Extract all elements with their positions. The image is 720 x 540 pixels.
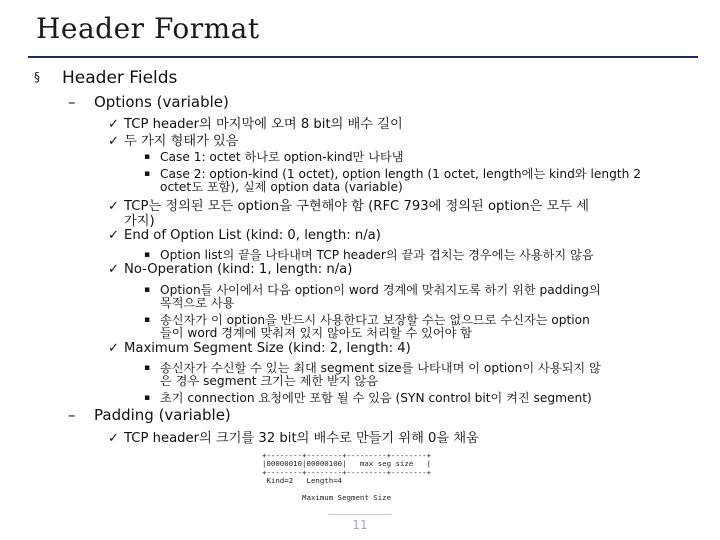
check-icon: ✓ <box>108 228 120 243</box>
section-label: Header Fields <box>62 68 178 88</box>
list-item: ▪ 초기 connection 요청에만 포함 될 수 있음 (SYN control bit이 켜진 segment) <box>144 391 592 405</box>
dot-bullet-icon: ▪ <box>144 285 151 295</box>
footer-divider <box>328 514 392 515</box>
dash-bullet-icon: – <box>68 93 76 111</box>
check-icon: ✓ <box>108 341 120 356</box>
list-item: ▪ Case 1: octet 하나로 option-kind만 나타냄 <box>144 150 404 164</box>
check-icon: ✓ <box>108 199 120 214</box>
mss-option-diagram: +--------+--------+---------+--------+ |00000010|00000100| max seg size | +--------+--------+---------+--------+ Kind=2 Length=4 Maximum Segment Size <box>262 451 432 503</box>
list-item: ✓ TCP header의 크기를 32 bit의 배수로 만들기 위해 0을 채움 <box>108 431 479 446</box>
list-item: ▪ 송신자가 수신할 수 있는 최대 segment size를 나타내며 이 option이 사용되지 않 <box>144 361 601 375</box>
list-item: ▪ 송신자가 이 option을 반드시 사용한다고 보장할 수는 없으므로 수신자는 option <box>144 313 590 327</box>
list-item-continuation: 은 경우 segment 크기는 제한 받지 않음 <box>160 374 378 388</box>
dot-bullet-icon: ▪ <box>144 315 151 325</box>
page-title: Header Format <box>36 12 260 45</box>
square-bullet-icon: § <box>34 70 40 84</box>
check-icon: ✓ <box>108 262 120 277</box>
list-item: ✓ 두 가지 형태가 있음 <box>108 134 239 149</box>
list-item: ✓ Maximum Segment Size (kind: 2, length: 4) <box>108 341 411 356</box>
list-item: ✓ No-Operation (kind: 1, length: n/a) <box>108 262 353 277</box>
dot-bullet-icon: ▪ <box>144 250 151 260</box>
dot-bullet-icon: ▪ <box>144 363 151 373</box>
list-item: ✓ End of Option List (kind: 0, length: n/a) <box>108 228 381 243</box>
check-icon: ✓ <box>108 134 120 149</box>
list-item: ▪ Option list의 끝을 나타내며 TCP header의 끝과 겹치는 경우에는 사용하지 않음 <box>144 248 594 262</box>
dot-bullet-icon: ▪ <box>144 152 151 162</box>
options-heading: – Options (variable) <box>68 93 229 111</box>
dash-bullet-icon: – <box>68 406 76 424</box>
section-header-fields <box>34 68 177 88</box>
dot-bullet-icon: ▪ <box>144 393 151 403</box>
list-item: ✓ TCP는 정의된 모든 option을 구현해야 함 (RFC 793에 정의된 option은 모두 세 <box>108 199 590 214</box>
list-item-continuation: octet도 포함), 실제 option data (variable) <box>160 180 403 194</box>
page-number: 11 <box>352 518 368 532</box>
list-item-continuation: 목적으로 사용 <box>160 296 235 310</box>
list-item-continuation: 들이 word 경계에 맞춰져 있지 않아도 처리할 수 있어야 함 <box>160 326 473 340</box>
dot-bullet-icon: ▪ <box>144 169 151 179</box>
list-item: ▪ Case 2: option-kind (1 octet), option length (1 octet, length에는 kind와 length 2 <box>144 167 642 181</box>
list-item: ▪ Option들 사이에서 다음 option이 word 경계에 맞춰지도록 하기 위한 padding의 <box>144 283 601 297</box>
list-item: ✓ TCP header의 마지막에 오며 8 bit의 배수 길이 <box>108 117 403 132</box>
check-icon: ✓ <box>108 117 120 132</box>
padding-heading: – Padding (variable) <box>68 406 231 424</box>
list-item-continuation: 가지) <box>124 214 155 229</box>
check-icon: ✓ <box>108 431 120 446</box>
title-divider <box>28 56 698 58</box>
